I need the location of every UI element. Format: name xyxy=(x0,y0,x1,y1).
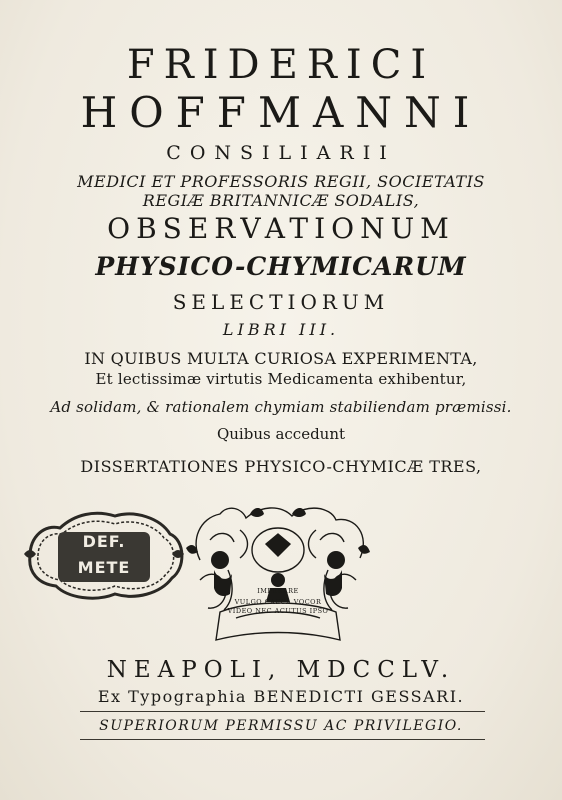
author-titles-line-2: REGIÆ BRITANNICÆ SODALIS, xyxy=(142,191,420,210)
work-title-line-2: PHYSICO-CHYMICARUM xyxy=(95,252,467,281)
accedunt-line: Quibus accedunt xyxy=(216,425,346,443)
rule-top xyxy=(80,711,485,712)
stamp-text-line-2: METE xyxy=(77,558,131,577)
description-line-2: Et lectissimæ virtutis Medicamenta exhibentur, xyxy=(95,370,467,388)
imprint-printer: Ex Typographia BENEDICTI GESSARI. xyxy=(97,687,465,706)
work-title-line-3: SELECTIORUM xyxy=(172,290,390,314)
author-titles-line-1: MEDICI ET PROFESSORIS REGII, SOCIETATIS xyxy=(77,172,485,191)
library-stamp-icon xyxy=(20,506,188,604)
rule-bottom xyxy=(80,739,485,740)
imprint-license: SUPERIORUM PERMISSU AC PRIVILEGIO. xyxy=(99,718,463,734)
purpose-line: Ad solidam, & rationalem chymiam stabiliendam præmissi. xyxy=(50,398,512,416)
dissertations-line: DISSERTATIONES PHYSICO-CHYMICÆ TRES, xyxy=(80,457,482,476)
author-role: CONSILIARII xyxy=(166,142,396,164)
imprint-place-date: NEAPOLI, MDCCLV. xyxy=(106,657,456,683)
vignette-motto-3: VIDEO NEC ACUTUS IPSO xyxy=(227,607,329,615)
work-title-line-1: OBSERVATIONUM xyxy=(107,212,455,245)
vignette-motto-1: IMPERARE xyxy=(257,587,299,595)
printers-device-vignette-icon xyxy=(180,500,376,648)
author-first-name: FRIDERICI xyxy=(126,42,436,88)
book-count: LIBRI III. xyxy=(222,320,340,339)
vignette-motto-2: VULGO CAECA VOCOR xyxy=(234,598,322,606)
author-last-name: HOFFMANNI xyxy=(80,88,482,137)
stamp-text-line-1: DEF. xyxy=(82,532,126,551)
description-line-1: IN QUIBUS MULTA CURIOSA EXPERIMENTA, xyxy=(84,349,478,368)
